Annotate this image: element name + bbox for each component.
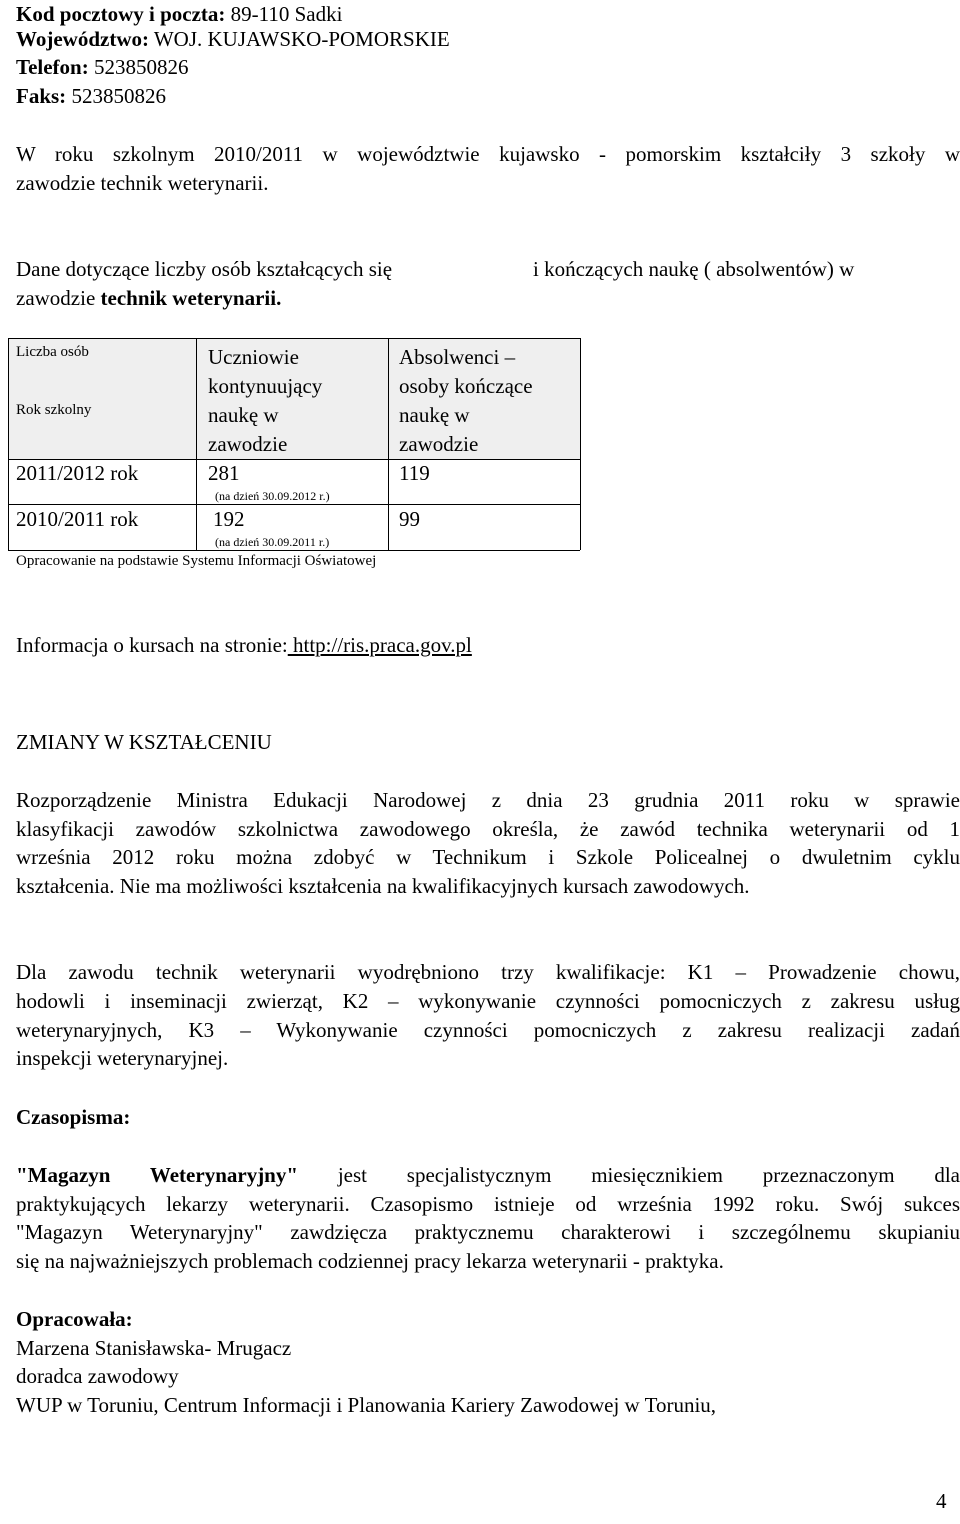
col1-header — [208, 343, 322, 459]
intro-line-2: zawodzie technik weterynarii. — [16, 171, 269, 195]
data-intro-plain: zawodzie — [16, 286, 96, 310]
author-org: WUP w Toruniu, Centrum Informacji i Planowania Kariery Zawodowej w Toruniu, — [16, 1393, 717, 1417]
col1-header-line: Uczniowie — [208, 345, 299, 369]
fax-line — [16, 82, 166, 111]
col2-header-line: naukę w — [399, 403, 470, 427]
intro-line-1: W roku szkolnym 2010/2011 w województwie kujawsko - pomorskim kształciły 3 szkoły w — [16, 142, 960, 166]
changes-p2-line: weterynaryjnych, K3 – Wykonywanie czynności pomocniczych z zakresu realizacji zadań — [16, 1018, 960, 1042]
fax-label: Faks: — [16, 84, 67, 108]
col2-header — [399, 343, 533, 459]
changes-p1-line: września 2012 roku można zdobyć w Technikum i Szkole Policealnej o dwuletnim cyklu — [16, 845, 960, 869]
table-row-note: (na dzień 30.09.2011 r.) — [215, 535, 330, 549]
changes-p1-line: klasyfikacji zawodów szkolnictwa zawodowego określa, że zawód technika weterynarii od 1 — [16, 817, 960, 841]
phone-line — [16, 53, 188, 82]
author-role: doradca zawodowy — [16, 1364, 179, 1388]
page-number: 4 — [936, 1489, 947, 1513]
voivodeship-label: Województwo: — [16, 27, 149, 51]
voivodeship-value: WOJ. KUJAWSKO-POMORSKIE — [153, 27, 450, 51]
magazines-heading-text: Czasopisma: — [16, 1105, 131, 1129]
fax-value: 523850826 — [71, 84, 166, 108]
col1-header-line: zawodzie — [208, 432, 288, 456]
magazines-line-2: praktykujących lekarzy weterynarii. Czasopismo istnieje od września 1992 roku. Swój sukces — [16, 1192, 960, 1216]
courses-label: Informacja o kursach na stronie: — [16, 633, 288, 657]
data-intro-line-1b: i kończących naukę ( absolwentów) w — [533, 257, 855, 281]
changes-p1-line: Rozporządzenie Ministra Edukacji Narodowej z dnia 23 grudnia 2011 roku w sprawie — [16, 788, 960, 812]
corner-top-label: Liczba osób — [16, 344, 89, 360]
changes-p2-line: Dla zawodu technik weterynarii wyodrębniono trzy kwalifikacje: K1 – Prowadzenie chowu, — [16, 960, 960, 984]
table-row-students: 281 — [208, 461, 240, 485]
phone-label: Telefon: — [16, 55, 89, 79]
data-intro-line-2 — [16, 284, 281, 313]
author-name: Marzena Stanisławska- Mrugacz — [16, 1336, 292, 1360]
magazines-line-3: "Magazyn Weterynaryjny" zawdzięcza praktycznemu charakterowi i szczególnemu skupianiu — [16, 1220, 960, 1244]
postcode-label: Kod pocztowy i poczta: — [16, 2, 226, 26]
col1-header-line: kontynuujący — [208, 374, 323, 398]
magazines-line-1 — [16, 1161, 960, 1190]
table-row-graduates: 119 — [399, 461, 430, 485]
table-row-year: 2010/2011 rok — [16, 507, 139, 531]
changes-p1-line: kształcenia. Nie ma możliwości kształcenia na kwalifikacyjnych kursach zawodowych. — [16, 874, 750, 898]
table-row-students: 192 — [213, 507, 245, 531]
postcode-value: 89-110 Sadki — [230, 2, 343, 26]
col2-header-line: Absolwenci – — [399, 345, 516, 369]
col1-header-line: naukę w — [208, 403, 279, 427]
author-heading — [16, 1305, 133, 1334]
changes-p2-line: inspekcji weterynaryjnej. — [16, 1046, 229, 1070]
phone-value: 523850826 — [93, 55, 189, 79]
author-heading-text: Opracowała: — [16, 1307, 133, 1331]
table-row-note: (na dzień 30.09.2012 r.) — [215, 489, 330, 503]
changes-heading: ZMIANY W KSZTAŁCENIU — [16, 730, 272, 754]
courses-link[interactable]: http://ris.praca.gov.pl — [287, 633, 472, 657]
changes-p2-line: hodowli i inseminacji zwierząt, K2 – wykonywanie czynności pomocniczych z zakresu usług — [16, 989, 960, 1013]
data-intro-bold: technik weterynarii. — [100, 286, 282, 310]
courses-line — [16, 631, 472, 660]
col2-header-line: zawodzie — [399, 432, 479, 456]
magazines-line-1-rest: jest specjalistycznym miesięcznikiem przeznaczonym dla — [298, 1163, 960, 1187]
voivodeship-line — [16, 25, 450, 54]
col2-header-line: osoby kończące — [399, 374, 533, 398]
magazine-title: "Magazyn Weterynaryjny" — [16, 1163, 299, 1187]
data-intro-line-1a: Dane dotyczące liczby osób kształcących się — [16, 257, 393, 281]
magazines-line-4: się na najważniejszych problemach codziennej pracy lekarza weterynarii - praktyka. — [16, 1249, 724, 1273]
table-source: Opracowanie na podstawie Systemu Informacji Oświatowej — [16, 553, 377, 569]
table-row-graduates: 99 — [399, 507, 420, 531]
corner-bottom-label: Rok szkolny — [16, 402, 92, 418]
table-row-year: 2011/2012 rok — [16, 461, 139, 485]
magazines-heading — [16, 1103, 130, 1132]
